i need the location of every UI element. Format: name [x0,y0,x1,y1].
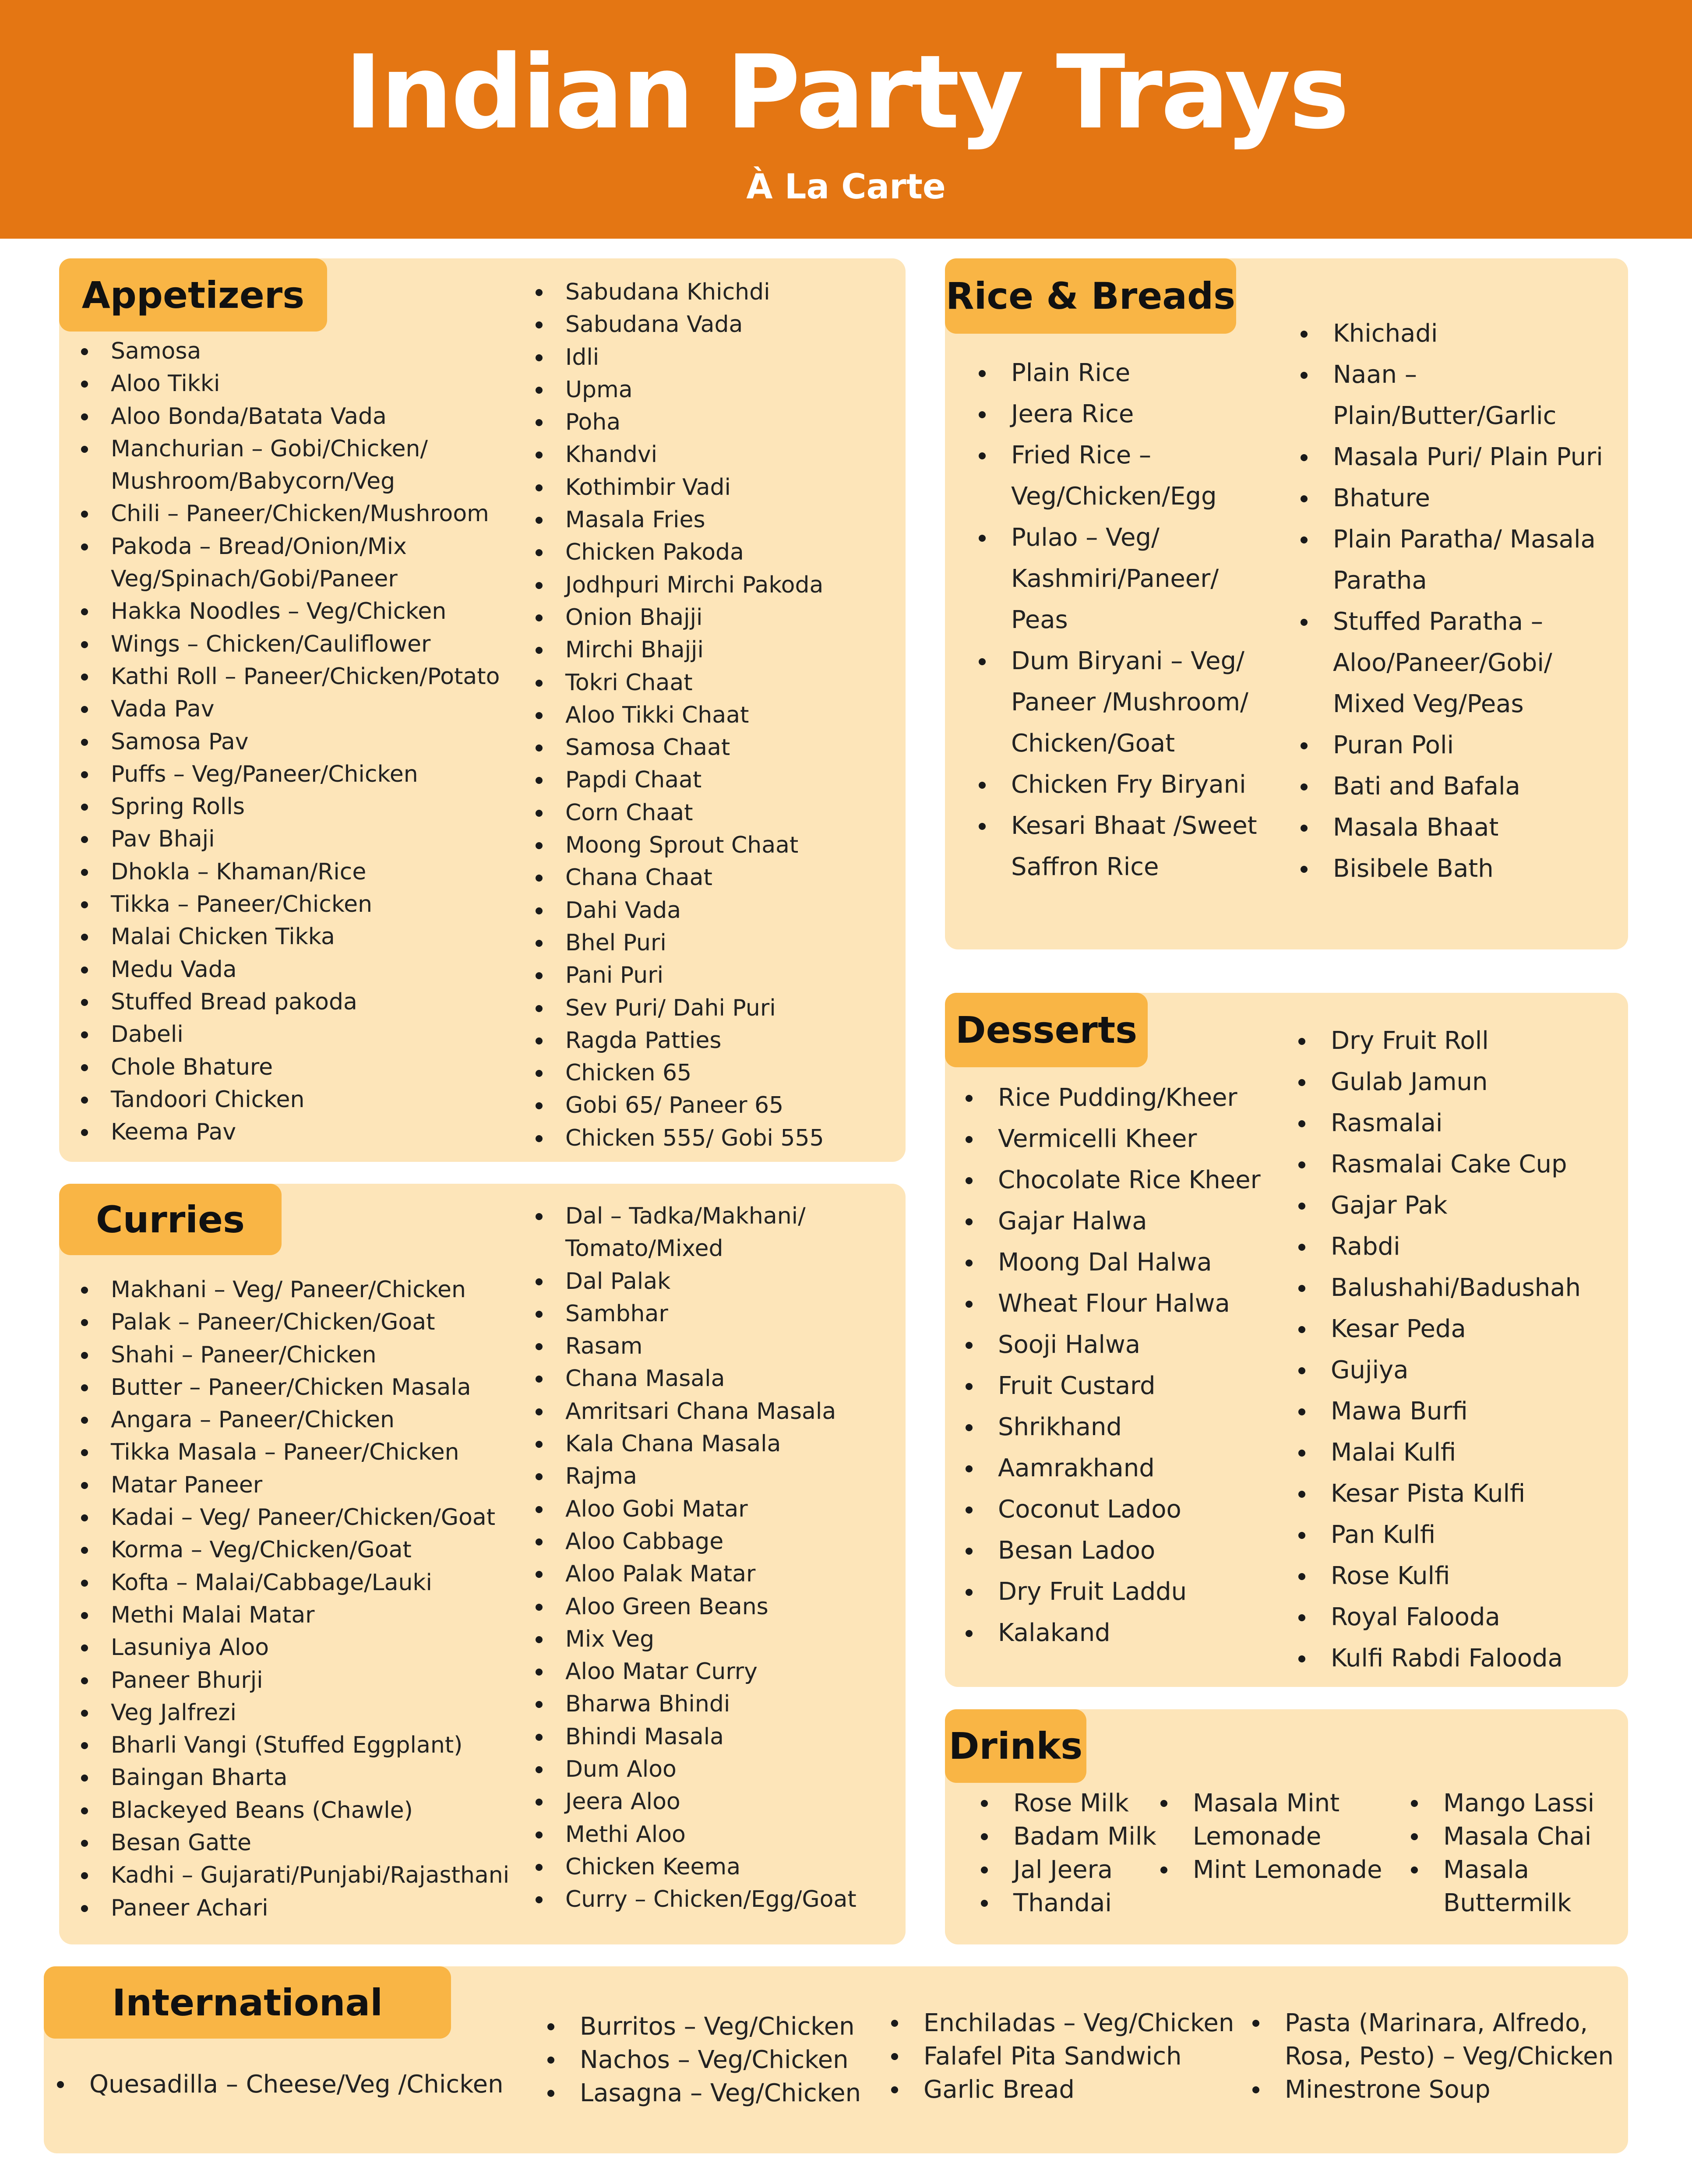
menu-item: Besan Gatte [81,1827,519,1859]
menu-item: Jal Jeera [981,1853,1156,1887]
menu-item: Balushahi/Badushah [1298,1267,1605,1309]
menu-item: Pav Bhaji [81,823,519,855]
menu-item: Paneer Bhurji [81,1664,519,1697]
menu-item: Khichadi [1301,313,1607,354]
menu-item: Lasagna – Veg/Chicken [547,2077,880,2110]
menu-item: Veg Jalfrezi [81,1697,519,1729]
menu-item: Amritsari Chana Masala [536,1395,895,1428]
menu-item: Gajar Pak [1298,1185,1605,1226]
menu-item: Sooji Halwa [966,1324,1272,1365]
menu-item: Chana Chaat [536,861,895,894]
international-list-1 [57,2068,539,2101]
menu-item: Rice Pudding/Kheer [966,1077,1272,1118]
menu-item: Chicken 65 [536,1057,895,1089]
menu-item: Methi Aloo [536,1818,895,1851]
menu-item: Gujiya [1298,1350,1605,1391]
menu-item: Methi Malai Matar [81,1599,519,1631]
menu-item: Chicken 555/ Gobi 555 [536,1122,895,1154]
menu-item: Sambhar [536,1298,895,1330]
drinks-list-3 [1411,1787,1621,1920]
drinks-heading: Drinks [945,1709,1086,1783]
menu-item: Kesar Peda [1298,1309,1605,1350]
menu-item: Pulao – Veg/ Kashmiri/Paneer/ Peas [979,517,1272,641]
menu-item: Chole Bhature [81,1051,519,1083]
menu-item: Spring Rolls [81,790,519,823]
menu-item: Shahi – Paneer/Chicken [81,1339,519,1371]
menu-item: Rabdi [1298,1226,1605,1267]
menu-item: Sabudana Khichdi [536,276,895,308]
menu-item: Samosa [81,335,519,367]
menu-item: Masala Chai [1411,1820,1621,1853]
menu-item: Malai Kulfi [1298,1432,1605,1473]
menu-item: Baingan Bharta [81,1761,519,1794]
drinks-list-2 [1160,1787,1406,1887]
menu-item: Mix Veg [536,1623,895,1655]
menu-item: Dal – Tadka/Makhani/ [536,1200,895,1232]
menu-item: Papdi Chaat [536,764,895,796]
menu-item: Kathi Roll – Paneer/Chicken/Potato [81,660,519,693]
menu-item: Aloo Green Beans [536,1591,895,1623]
menu-item: Aloo Gobi Matar [536,1493,895,1525]
menu-item: Gajar Halwa [966,1201,1272,1242]
menu-item: Dry Fruit Roll [1298,1020,1605,1062]
menu-item: Aloo Cabbage [536,1525,895,1558]
menu-item: Manchurian – Gobi/Chicken/ [81,433,519,465]
menu-item: Badam Milk [981,1820,1156,1853]
menu-item: Mushroom/Babycorn/Veg [111,468,395,495]
menu-item: Ragda Patties [536,1024,895,1057]
menu-item: Mawa Burfi [1298,1391,1605,1432]
menu-item: Bhel Puri [536,927,895,959]
menu-item: Aamrakhand [966,1448,1272,1489]
menu-item: Pakoda – Bread/Onion/Mix [81,530,519,563]
menu-item: Mint Lemonade [1160,1853,1406,1887]
menu-item: Paneer Achari [81,1892,519,1924]
menu-item: Falafel Pita Sandwich [891,2040,1233,2073]
menu-item: Masala Puri/ Plain Puri [1301,437,1607,478]
menu-item: Korma – Veg/Chicken/Goat [81,1534,519,1566]
menu-item: Upma [536,374,895,406]
menu-item: Rasmalai Cake Cup [1298,1144,1605,1185]
menu-item: Pasta (Marinara, Alfredo, Rosa, Pesto) – Veg/Chicken [1252,2007,1625,2073]
menu-item: Burritos – Veg/Chicken [547,2010,880,2043]
menu-item: Kesari Bhaat /Sweet Saffron Rice [979,805,1272,888]
menu-item: Stuffed Bread pakoda [81,986,519,1018]
menu-item: Thandai [981,1887,1156,1920]
menu-item: Nachos – Veg/Chicken [547,2043,880,2077]
menu-item: Pan Kulfi [1298,1514,1605,1556]
menu-item: Coconut Ladoo [966,1489,1272,1530]
menu-item: Idli [536,341,895,374]
rice-breads-heading: Rice & Breads [945,258,1236,334]
menu-item: Bisibele Bath [1301,848,1607,889]
menu-item: Sev Puri/ Dahi Puri [536,992,895,1024]
menu-item: Chicken Keema [536,1851,895,1883]
menu-item: Aloo Bonda/Batata Vada [81,400,519,433]
menu-item: Jodhpuri Mirchi Pakoda [536,569,895,601]
menu-item: Dum Aloo [536,1753,895,1785]
menu-item: Enchiladas – Veg/Chicken [891,2007,1233,2040]
menu-item: Naan – Plain/Butter/Garlic [1301,354,1607,437]
menu-item: Plain Paratha/ Masala Paratha [1301,519,1607,601]
menu-item: Vermicelli Kheer [966,1118,1272,1160]
desserts-heading: Desserts [945,993,1148,1067]
curries-heading: Curries [59,1184,282,1255]
menu-item: Bati and Bafala [1301,766,1607,807]
appetizers-list-2 [536,276,895,1154]
menu-item: Aloo Palak Matar [536,1558,895,1590]
menu-item: Moong Sprout Chaat [536,829,895,861]
menu-item: Tikka Masala – Paneer/Chicken [81,1436,519,1468]
menu-item: Wings – Chicken/Cauliflower [81,628,519,660]
page-subtitle: À La Carte [746,167,946,207]
drinks-list-1 [981,1787,1156,1920]
menu-item: Bhature [1301,478,1607,519]
menu-item: Dhokla – Khaman/Rice [81,856,519,888]
menu-item: Masala Bhaat [1301,807,1607,848]
menu-item: Rasmalai [1298,1103,1605,1144]
menu-item: Sabudana Vada [536,308,895,341]
menu-item: Blackeyed Beans (Chawle) [81,1794,519,1827]
menu-item: Dahi Vada [536,894,895,927]
menu-item: Tokri Chaat [536,667,895,699]
menu-item: Matar Paneer [81,1469,519,1501]
menu-item: Jeera Rice [979,394,1272,435]
menu-item: Dabeli [81,1018,519,1051]
menu-item: Samosa Pav [81,726,519,758]
menu-item: Samosa Chaat [536,731,895,764]
menu-item: Fruit Custard [966,1365,1272,1407]
menu-item: Tikka – Paneer/Chicken [81,888,519,921]
menu-item: Garlic Bread [891,2073,1233,2106]
rice-list-2 [1301,313,1607,889]
menu-item: Lasuniya Aloo [81,1631,519,1664]
menu-item: Kulfi Rabdi Falooda [1298,1638,1605,1679]
menu-item: Kesar Pista Kulfi [1298,1473,1605,1514]
menu-item: Aloo Matar Curry [536,1655,895,1688]
international-list-2 [547,2010,880,2110]
page-title: Indian Party Trays [344,33,1348,152]
menu-item: Makhani – Veg/ Paneer/Chicken [81,1274,519,1306]
menu-item: Gulab Jamun [1298,1062,1605,1103]
menu-item: Butter – Paneer/Chicken Masala [81,1371,519,1404]
menu-item: Dum Biryani – Veg/ Paneer /Mushroom/ Chicken/Goat [979,641,1272,764]
menu-item: Rose Kulfi [1298,1556,1605,1597]
menu-item: Angara – Paneer/Chicken [81,1404,519,1436]
menu-item: Minestrone Soup [1252,2073,1625,2106]
menu-item: Kofta – Malai/Cabbage/Lauki [81,1567,519,1599]
menu-item: Bhindi Masala [536,1721,895,1753]
menu-item: Stuffed Paratha – Aloo/Paneer/Gobi/ Mixed Veg/Peas [1301,601,1607,725]
international-heading: International [44,1966,451,2039]
appetizers-heading: Appetizers [59,258,327,332]
menu-item: Medu Vada [81,953,519,986]
menu-item: Quesadilla – Cheese/Veg /Chicken [57,2068,539,2101]
menu-item: Rasam [536,1330,895,1362]
menu-item: Veg/Spinach/Gobi/Paneer [111,566,398,593]
menu-item: Kadai – Veg/ Paneer/Chicken/Goat [81,1501,519,1534]
menu-item: Onion Bhajji [536,601,895,634]
menu-item: Chicken Fry Biryani [979,764,1272,805]
menu-item: Kothimbir Vadi [536,471,895,504]
menu-item: Puffs – Veg/Paneer/Chicken [81,758,519,790]
menu-item: Dry Fruit Laddu [966,1571,1272,1612]
menu-item: Moong Dal Halwa [966,1242,1272,1283]
menu-item: Rose Milk [981,1787,1156,1820]
menu-item: Chana Masala [536,1362,895,1395]
menu-item: Mirchi Bhajji [536,634,895,666]
menu-item: Jeera Aloo [536,1785,895,1818]
rice-list-1 [979,353,1272,888]
menu-item: Gobi 65/ Paneer 65 [536,1089,895,1122]
menu-item: Pani Puri [536,959,895,991]
desserts-list-1 [966,1077,1272,1654]
menu-item: Tandoori Chicken [81,1083,519,1116]
menu-item: Masala Mint Lemonade [1160,1787,1406,1853]
menu-item: Corn Chaat [536,797,895,829]
menu-item: Tomato/Mixed [565,1235,723,1262]
menu-item: Plain Rice [979,353,1272,394]
desserts-list-2 [1298,1020,1605,1679]
menu-item: Chocolate Rice Kheer [966,1160,1272,1201]
menu-item: Rajma [536,1460,895,1492]
menu-item: Wheat Flour Halwa [966,1283,1272,1324]
menu-item: Khandvi [536,438,895,471]
international-list-3 [891,2007,1233,2106]
menu-item: Keema Pav [81,1116,519,1148]
menu-item: Puran Poli [1301,725,1607,766]
menu-item: Masala Fries [536,504,895,536]
menu-item: Chicken Pakoda [536,536,895,568]
curries-list-1 [81,1274,519,1924]
menu-item: Bharwa Bhindi [536,1688,895,1720]
international-list-4 [1252,2007,1625,2106]
menu-item: Bharli Vangi (Stuffed Eggplant) [81,1729,519,1761]
menu-item: Aloo Tikki [81,367,519,400]
menu-item: Chili – Paneer/Chicken/Mushroom [81,497,519,530]
menu-item: Royal Falooda [1298,1597,1605,1638]
menu-item: Vada Pav [81,693,519,725]
menu-item: Curry – Chicken/Egg/Goat [536,1883,895,1916]
curries-list-2 [536,1200,895,1916]
menu-item: Besan Ladoo [966,1530,1272,1571]
menu-item: Aloo Tikki Chaat [536,699,895,731]
menu-item: Fried Rice – Veg/Chicken/Egg [979,435,1272,517]
appetizers-list-1 [81,335,519,1148]
menu-item: Kalakand [966,1612,1272,1654]
menu-item: Poha [536,406,895,438]
menu-item: Malai Chicken Tikka [81,921,519,953]
menu-item: Shrikhand [966,1407,1272,1448]
menu-item: Palak – Paneer/Chicken/Goat [81,1306,519,1338]
menu-item: Dal Palak [536,1265,895,1298]
menu-item: Hakka Noodles – Veg/Chicken [81,595,519,628]
menu-item: Kadhi – Gujarati/Punjabi/Rajasthani [81,1859,519,1891]
menu-item: Mango Lassi [1411,1787,1621,1820]
menu-item: Masala Buttermilk [1411,1853,1621,1920]
menu-item: Kala Chana Masala [536,1428,895,1460]
